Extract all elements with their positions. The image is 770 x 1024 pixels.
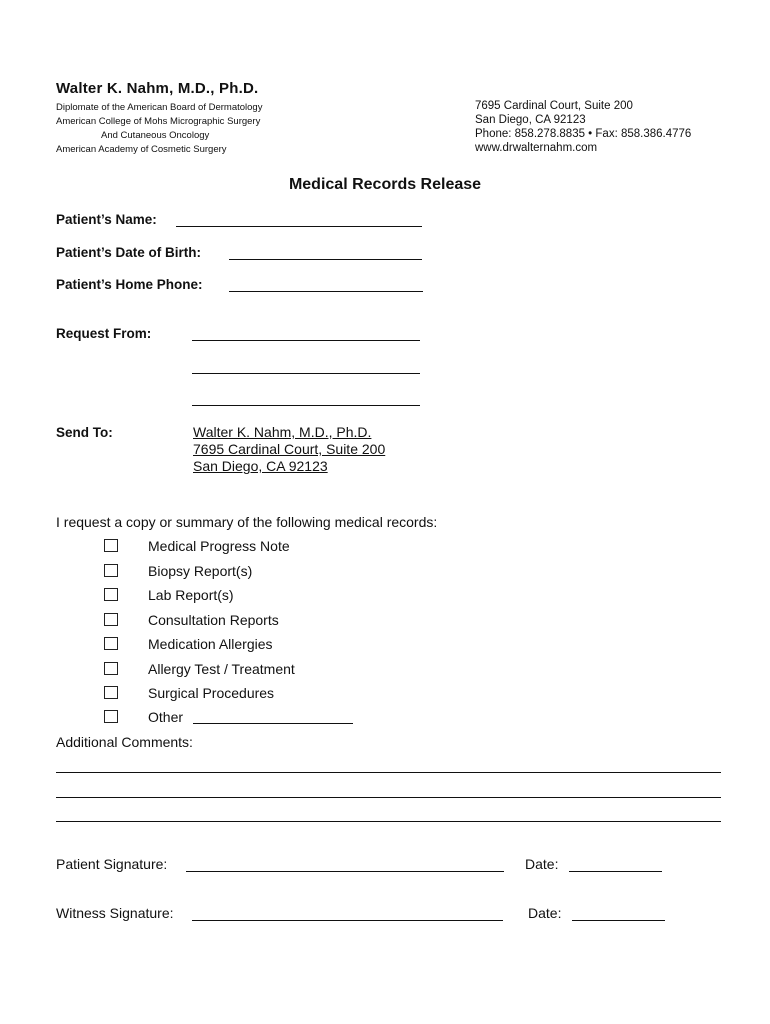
patient-dob-field[interactable] — [229, 259, 422, 260]
checkbox-label: Consultation Reports — [148, 612, 279, 628]
patient-name-field[interactable] — [176, 226, 422, 227]
credential-line: American College of Mohs Micrographic Surgery — [56, 116, 261, 127]
witness-date-label: Date: — [528, 905, 562, 921]
send-to-label: Send To: — [56, 425, 113, 440]
comments-label: Additional Comments: — [56, 734, 193, 750]
checkbox-allergy-test[interactable] — [104, 662, 118, 675]
checkbox-label: Biopsy Report(s) — [148, 563, 253, 579]
patient-signature-field[interactable] — [186, 871, 504, 872]
address-line: San Diego, CA 92123 — [475, 114, 586, 126]
comments-line-3[interactable] — [56, 821, 721, 822]
patient-date-label: Date: — [525, 856, 559, 872]
patient-dob-label: Patient’s Date of Birth: — [56, 245, 202, 260]
website-link[interactable]: www.drwalternahm.com — [475, 142, 598, 154]
phone-fax-line: Phone: 858.278.8835 • Fax: 858.386.4776 — [475, 128, 692, 140]
send-to-name: Walter K. Nahm, M.D., Ph.D. — [193, 424, 372, 440]
witness-date-field[interactable] — [572, 920, 665, 921]
credential-line: And Cutaneous Oncology — [101, 130, 210, 141]
form-title: Medical Records Release — [288, 176, 482, 193]
request-from-label: Request From: — [56, 326, 152, 341]
patient-signature-label: Patient Signature: — [56, 856, 168, 872]
request-intro: I request a copy or summary of the following medical records: — [56, 514, 438, 530]
checkbox-other[interactable] — [104, 710, 118, 723]
request-from-field-3[interactable] — [192, 405, 420, 406]
checkbox-label: Medical Progress Note — [148, 538, 290, 554]
checkbox-consultation-reports[interactable] — [104, 613, 118, 626]
other-field[interactable] — [193, 723, 353, 724]
witness-signature-field[interactable] — [192, 920, 503, 921]
patient-date-field[interactable] — [569, 871, 662, 872]
checkbox-label: Surgical Procedures — [148, 685, 275, 701]
checkbox-progress-note[interactable] — [104, 539, 118, 552]
checkbox-medication-allergies[interactable] — [104, 637, 118, 650]
credential-line: American Academy of Cosmetic Surgery — [56, 144, 227, 155]
credential-line: Diplomate of the American Board of Dermatology — [56, 102, 263, 113]
patient-phone-field[interactable] — [229, 291, 423, 292]
send-to-street: 7695 Cardinal Court, Suite 200 — [193, 441, 386, 457]
checkbox-label: Medication Allergies — [148, 636, 273, 652]
checkbox-lab-report[interactable] — [104, 588, 118, 601]
checkbox-label: Other — [148, 709, 184, 725]
checkbox-surgical-procedures[interactable] — [104, 686, 118, 699]
send-to-city: San Diego, CA 92123 — [193, 458, 328, 474]
witness-signature-label: Witness Signature: — [56, 905, 174, 921]
comments-line-2[interactable] — [56, 797, 721, 798]
patient-phone-label: Patient’s Home Phone: — [56, 277, 203, 292]
checkbox-label: Allergy Test / Treatment — [148, 661, 295, 677]
checkbox-biopsy-report[interactable] — [104, 564, 118, 577]
checkbox-label: Lab Report(s) — [148, 587, 234, 603]
address-line: 7695 Cardinal Court, Suite 200 — [475, 100, 633, 112]
request-from-field-1[interactable] — [192, 340, 420, 341]
request-from-field-2[interactable] — [192, 373, 420, 374]
comments-line-1[interactable] — [56, 772, 721, 773]
doctor-name: Walter K. Nahm, M.D., Ph.D. — [56, 80, 259, 97]
patient-name-label: Patient’s Name: — [56, 212, 157, 227]
